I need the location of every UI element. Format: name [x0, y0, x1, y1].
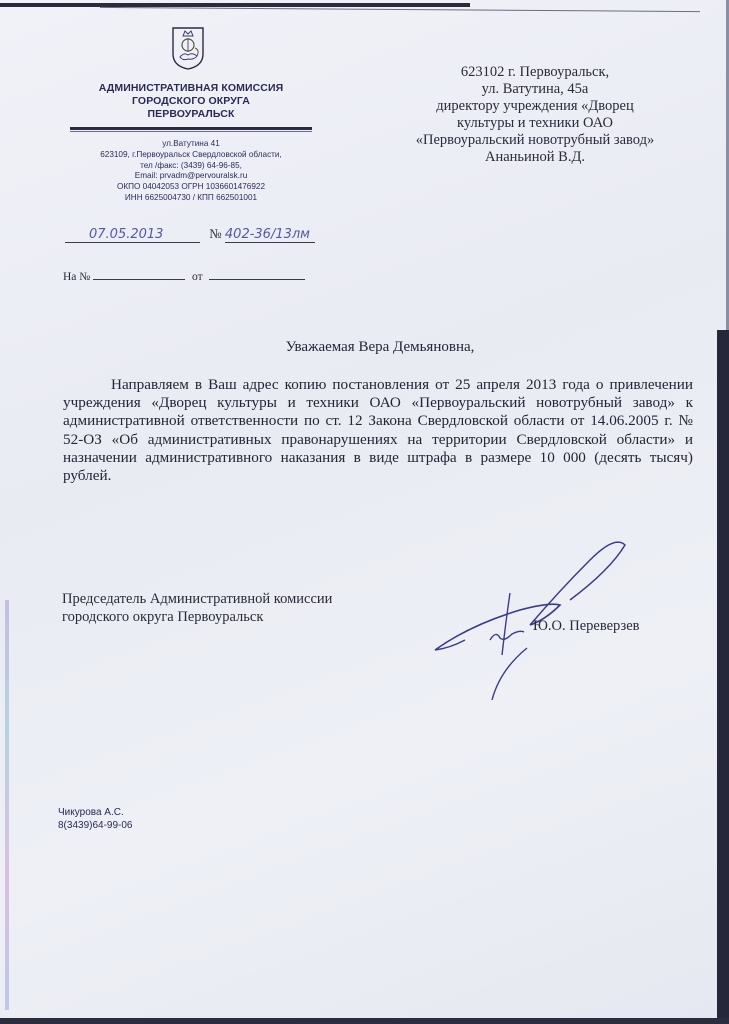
outgoing-number: 402-36/13лм: [224, 227, 310, 242]
scan-edge-bottom: [0, 1018, 729, 1024]
registration-line: [65, 226, 315, 243]
org-name-line: ПЕРВОУРАЛЬСК: [147, 108, 235, 120]
letterhead-rule-thin: [70, 131, 312, 132]
scan-edge-top: [0, 3, 470, 7]
executor-phone: 8(3439)64-99-06: [58, 820, 133, 831]
organization-contacts: [66, 139, 316, 204]
outgoing-date-field: [65, 226, 200, 243]
reference-line: [63, 267, 305, 283]
ref-number-blank: [93, 267, 185, 280]
recipient-block: [380, 64, 690, 166]
recipient-line: ул. Ватутина, 45а: [481, 81, 589, 97]
scan-edge-left: [5, 600, 9, 1010]
recipient-line: «Первоуральский новотрубный завод»: [415, 132, 655, 148]
outgoing-date: 07.05.2013: [89, 227, 164, 242]
contact-email: Email: prvadm@pervouralsk.ru: [134, 171, 248, 181]
signer-title-line: городского округа Первоуральск: [62, 608, 264, 625]
recipient-line: Ананьиной В.Д.: [484, 149, 585, 165]
org-name-line: ГОРОДСКОГО ОКРУГА: [132, 95, 250, 107]
ref-number-label: На №: [63, 271, 91, 283]
letterhead-rule: [70, 127, 312, 130]
recipient-line: 623102 г. Первоуральск,: [460, 64, 610, 80]
signer-title: [62, 591, 332, 626]
executor-block: [58, 806, 133, 832]
contact-inn-kpp: ИНН 6625004730 / КПП 662501001: [124, 192, 258, 202]
scan-edge-right: [717, 330, 729, 1024]
recipient-line: культуры и техники ОАО: [457, 115, 613, 131]
coat-of-arms-icon: [171, 26, 205, 70]
signer-title-line: Председатель Административной комиссии: [62, 591, 333, 607]
outgoing-number-field: [225, 226, 315, 243]
ref-date-blank: [209, 267, 305, 280]
letter-body: Направляем в Ваш адрес копию постановления от 25 апреля 2013 года о привлечении учреждения «Дворец культуры и техники ОАО «Первоуральский новотрубный завод» к административной ответственности по ст. 12 Закона Свердловской области от 14.06.2005 г. № 52-ОЗ «Об административных правонарушениях на территории Свердловской области» и назначении административного наказания в виде штрафа в размере 10 000 (десять тысяч) рублей.: [63, 376, 693, 485]
contact-city: 623109, г.Первоуральск Свердловской области,: [100, 149, 282, 159]
organization-name: [66, 82, 316, 121]
executor-name: Чикурова А.С.: [58, 807, 124, 818]
contact-address: ул.Ватутина 41: [162, 139, 220, 148]
number-label: №: [209, 226, 222, 241]
contact-okpo-ogrn: ОКПО 04042053 ОГРН 1036601476922: [116, 182, 265, 192]
recipient-line: директору учреждения «Дворец: [436, 98, 634, 114]
scan-edge-line: [100, 7, 700, 12]
salutation: Уважаемая Вера Демьяновна,: [285, 339, 475, 355]
signer-name: Ю.О. Переверзев: [533, 618, 640, 634]
ref-from-label: от: [192, 271, 203, 283]
org-name-line: АДМИНИСТРАТИВНАЯ КОМИССИЯ: [98, 82, 284, 94]
contact-phone: тел /факс: (3439) 64-96-85,: [140, 160, 242, 170]
